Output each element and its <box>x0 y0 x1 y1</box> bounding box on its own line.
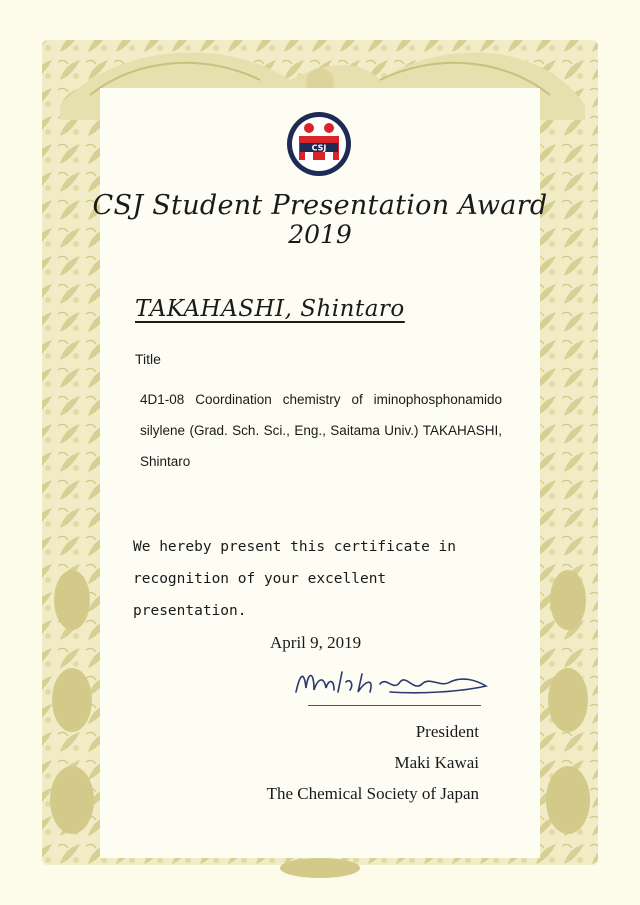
signer-role: President <box>415 722 479 741</box>
award-date: April 9, 2019 <box>270 633 362 652</box>
logo-text: CSJ <box>311 143 327 153</box>
recipient-name: TAKAHASHI, Shintaro <box>135 296 405 322</box>
handwritten-signature <box>290 662 490 702</box>
signer-block <box>267 716 479 809</box>
recognition-line-1: We hereby present this certificate in <box>133 539 457 555</box>
csj-logo <box>285 110 353 178</box>
signer-name: Maki Kawai <box>394 753 479 772</box>
presentation-title: 4D1-08 Coordination chemistry of iminophosphonamido silylene (Grad. Sch. Sci., Eng., Saitama Univ.) TAKAHASHI, Shintaro <box>140 392 502 469</box>
recognition-text <box>133 531 503 627</box>
recognition-line-2: recognition of your excellent presentation. <box>133 571 387 619</box>
organization-name: The Chemical Society of Japan <box>266 784 479 803</box>
award-title: CSJ Student Presentation Award <box>92 190 548 221</box>
title-label: Title <box>135 351 161 367</box>
signature-line <box>308 705 481 706</box>
award-year: 2019 <box>288 220 352 249</box>
